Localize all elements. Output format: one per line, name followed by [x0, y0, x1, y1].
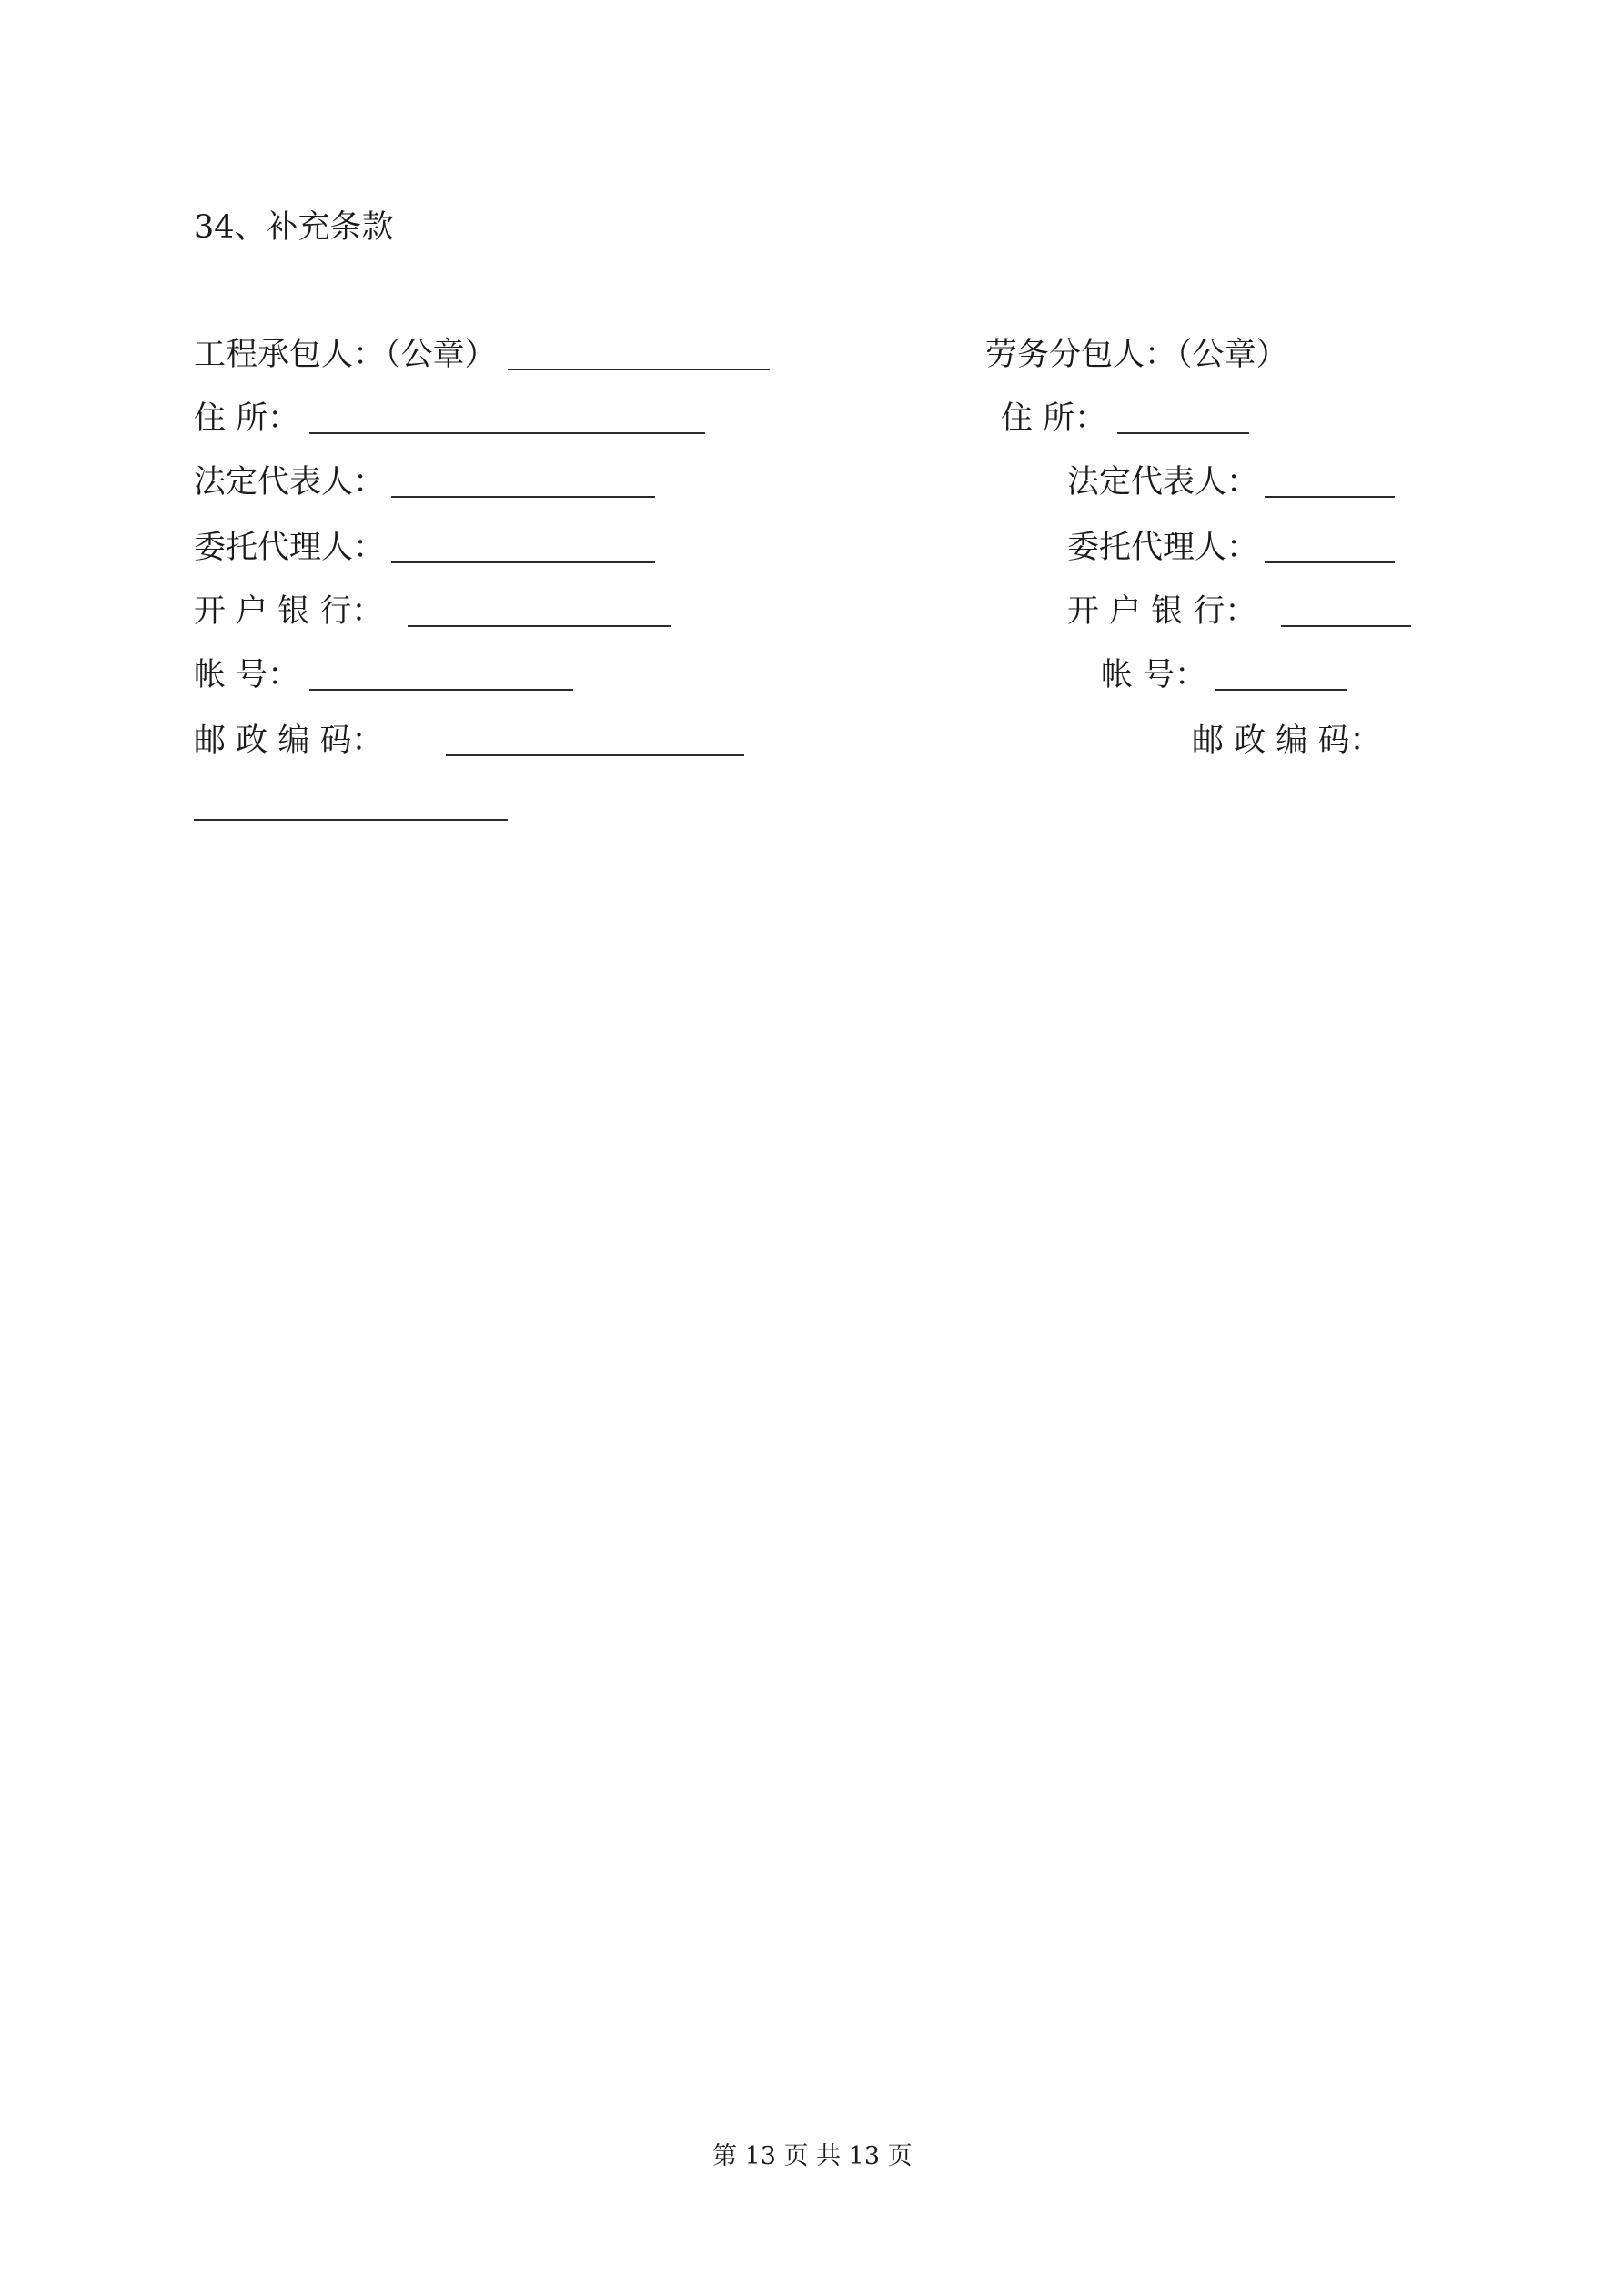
- subcontractor-agent-line: [1265, 561, 1395, 563]
- subcontractor-account-line: [1215, 689, 1347, 691]
- subcontractor-agent-label: 委托代理人：: [1067, 530, 1259, 566]
- subcontractor-postcode-line: [194, 819, 508, 821]
- subcontractor-address-line: [1117, 432, 1249, 434]
- contractor-address-line: [309, 432, 705, 434]
- subcontractor-postcode-label: 邮 政 编 码：: [1192, 723, 1382, 759]
- subcontractor-legal-rep-label: 法定代表人：: [1067, 464, 1259, 501]
- contractor-legal-rep-line: [391, 496, 655, 498]
- subcontractor-account-label: 帐 号：: [1101, 657, 1207, 693]
- contractor-bank-label: 开 户 银 行：: [194, 593, 384, 630]
- contractor-postcode-label: 邮 政 编 码：: [194, 723, 384, 759]
- subcontractor-address-label: 住 所：: [1001, 400, 1107, 437]
- contractor-title: 工程承包人：（公章）: [194, 337, 497, 373]
- subcontractor-bank-line: [1281, 625, 1411, 627]
- contractor-seal-line: [508, 369, 770, 370]
- contractor-agent-label: 委托代理人：: [194, 530, 386, 566]
- contractor-account-line: [309, 689, 573, 691]
- contractor-address-label: 住 所：: [194, 400, 300, 437]
- page-number: 第 13 页 共 13 页: [712, 2142, 913, 2170]
- subcontractor-legal-rep-line: [1265, 496, 1395, 498]
- subcontractor-title: 劳务分包人：（公章）: [985, 337, 1288, 373]
- contractor-account-label: 帐 号：: [194, 657, 300, 693]
- subcontractor-bank-label: 开 户 银 行：: [1067, 593, 1257, 630]
- contractor-postcode-line: [446, 754, 744, 756]
- contractor-bank-line: [408, 625, 671, 627]
- contractor-agent-line: [391, 561, 655, 563]
- section-heading: 34、补充条款: [194, 209, 394, 246]
- contractor-legal-rep-label: 法定代表人：: [194, 464, 386, 501]
